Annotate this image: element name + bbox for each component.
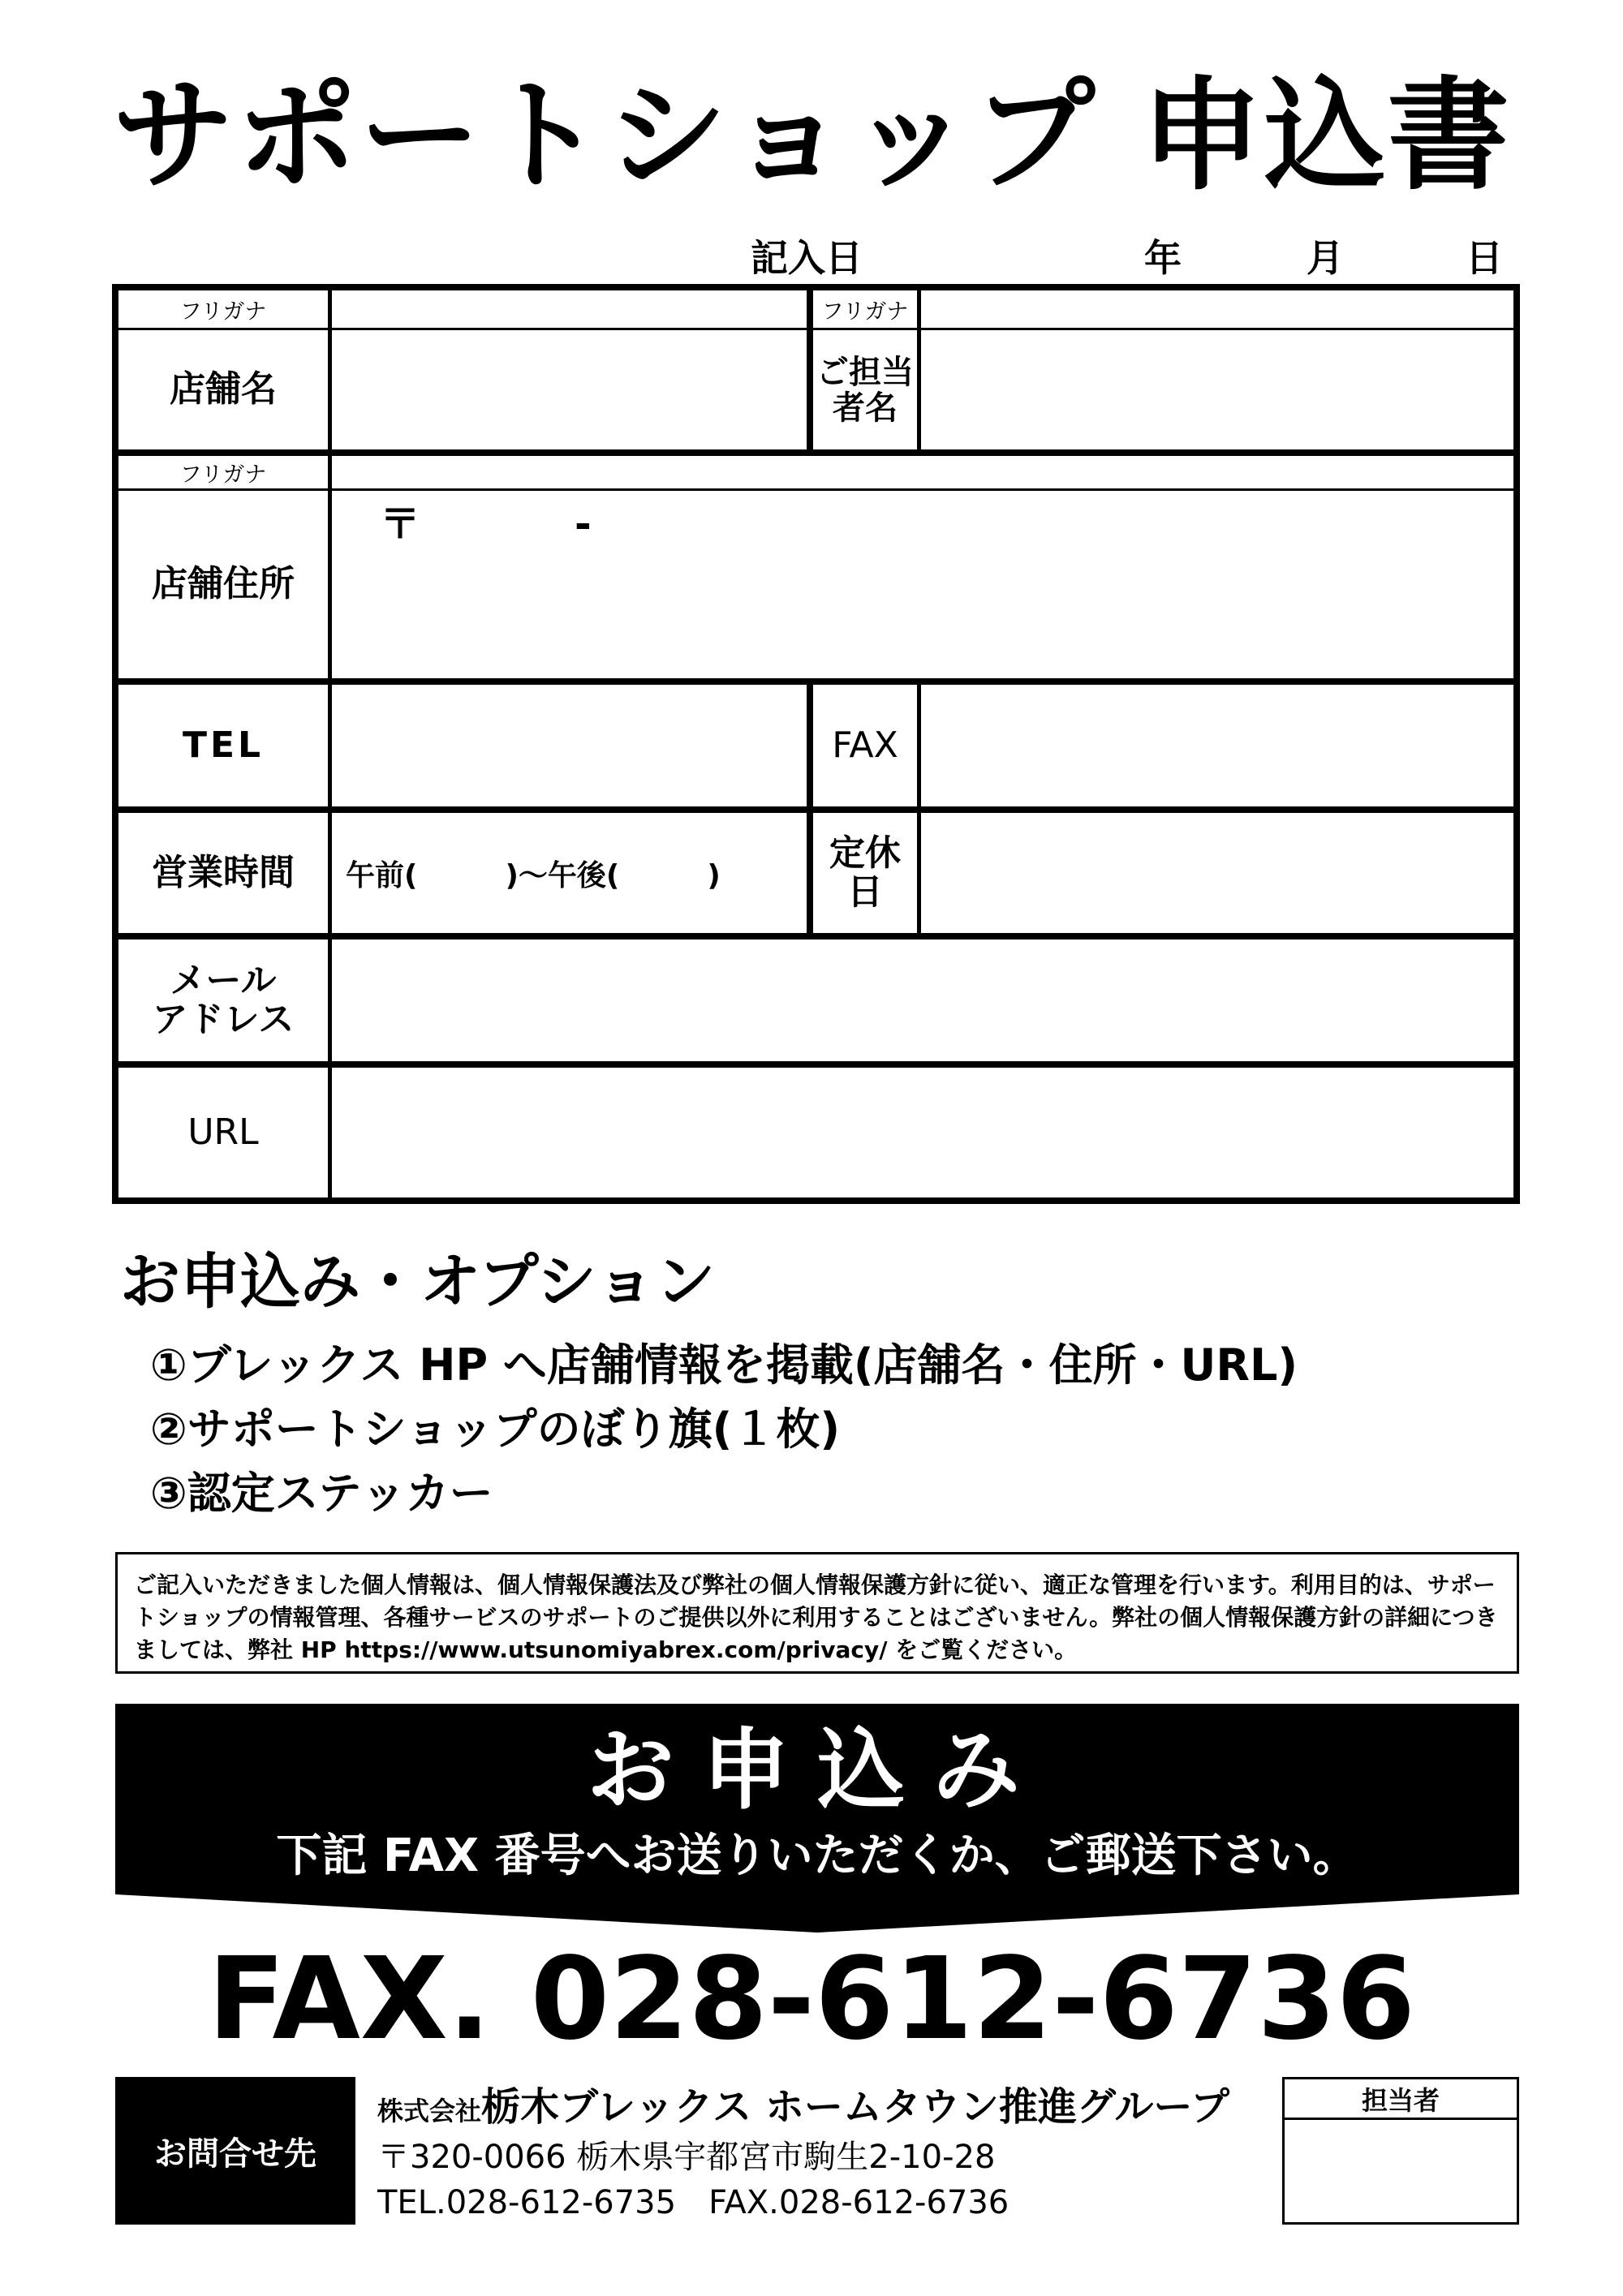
url-label: URL [187, 1111, 259, 1153]
email-label [118, 939, 328, 1061]
shop-name-furigana-input[interactable] [333, 292, 803, 326]
application-form [112, 284, 1520, 1204]
business-hours-label: 営業時間 [152, 851, 295, 893]
date-label: 記入日 [751, 236, 863, 280]
shop-name-label: 店舗名 [170, 368, 277, 411]
fax-input[interactable] [922, 688, 1506, 803]
privacy-notice: ご記入いただきました個人情報は、個人情報保護法及び弊社の個人情報保護方針に従い、適正な管理を行います。利用目的は、サポートショップの情報管理、各種サービスのサポートのご提供以外に利用することはございません。弊社の個人情報保護方針の詳細につきましては、弊社 HP https://www.utsunomiyabrex.com/privacy/ をご覧ください。 [115, 1552, 1519, 1674]
banner-subtitle: 下記 FAX 番号へお送りいただくか、ご郵送下さい。 [276, 1829, 1358, 1882]
contact-label: お問合せ先 [115, 2077, 355, 2225]
date-month-label: 月 [1307, 236, 1344, 280]
date-year-field[interactable] [876, 237, 1136, 279]
staff-box [1282, 2077, 1519, 2225]
postal-dash: - [575, 501, 592, 548]
page-title: サポートショップ 申込書 [112, 66, 1511, 207]
url-input[interactable] [333, 1071, 1509, 1194]
address-furigana-input[interactable] [333, 457, 1509, 488]
fax-number: FAX. 028-612-6736 [207, 1933, 1416, 2066]
contact-phones: TEL.028-612-6735 FAX.028-612-6736 [377, 2184, 1010, 2221]
options-heading: お申込み・オプション [120, 1247, 716, 1317]
shop-name-input[interactable] [333, 333, 803, 448]
contact-address: 〒320-0066 栃木県宇都宮市駒生2-10-28 [377, 2139, 996, 2176]
staff-box-label: 担当者 [1285, 2079, 1517, 2120]
option-item: ①ブレックス HP へ店舗情報を掲載(店舗名・住所・URL) [150, 1339, 1298, 1391]
contact-furigana-input[interactable] [922, 292, 1506, 326]
date-month-field[interactable] [1185, 237, 1298, 279]
application-banner [115, 1704, 1519, 1933]
contact-organization [377, 2079, 1229, 2139]
contact-org-prefix: 株式会社 [377, 2096, 482, 2126]
date-day-label: 日 [1466, 236, 1503, 280]
date-year-label: 年 [1144, 236, 1182, 280]
postal-mark: 〒 [380, 501, 420, 548]
holiday-input[interactable] [922, 816, 1506, 930]
email-label-line2: アドレス [152, 999, 295, 1040]
option-item: ②サポートショップのぼり旗(１枚) [150, 1404, 840, 1455]
date-day-field[interactable] [1347, 237, 1461, 279]
banner-title: お申込み [586, 1720, 1048, 1821]
shop-address-input[interactable] [333, 558, 1509, 672]
option-item: ③認定ステッカー [150, 1468, 493, 1519]
email-input[interactable] [333, 943, 1509, 1058]
email-label-line1: メール [170, 959, 277, 1001]
tel-label: TEL [182, 724, 265, 766]
business-hours-template: 午前( )～午後( ) [346, 858, 721, 892]
staff-input[interactable] [1285, 2123, 1517, 2222]
furigana-label-shop: フリガナ [179, 299, 267, 325]
contact-org-name: 栃木ブレックス ホームタウン推進グループ [481, 2084, 1230, 2130]
tel-input[interactable] [333, 688, 803, 803]
holiday-label: 定休日 [829, 832, 901, 913]
furigana-label-contact: フリガナ [821, 299, 909, 325]
contact-person-input[interactable] [922, 333, 1506, 448]
furigana-label-address: フリガナ [179, 462, 267, 488]
fax-label: FAX [832, 724, 898, 766]
contact-person-label: ご担当者名 [816, 353, 914, 427]
shop-address-label: 店舗住所 [152, 563, 295, 605]
